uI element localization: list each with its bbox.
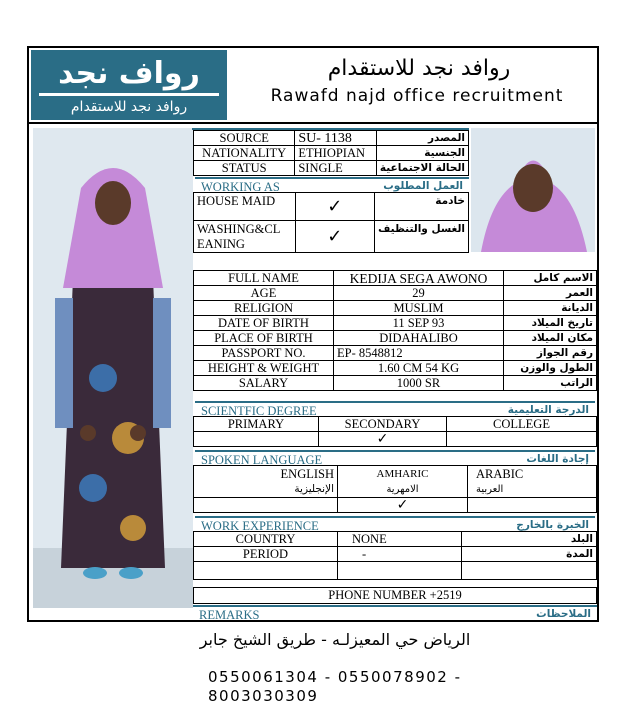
nationality-label: NATIONALITY — [194, 146, 295, 161]
portrait-photo — [471, 128, 595, 252]
remarks-title-ar: الملاحظات — [536, 608, 591, 620]
company-title-english: Rawafd najd office recruitment — [270, 86, 564, 106]
lang-english-en: ENGLISH — [280, 466, 334, 481]
table-row — [194, 361, 597, 376]
education-title-ar: الدرجة التعليمية — [507, 404, 589, 416]
lang-arabic-check — [468, 498, 597, 513]
education-table — [193, 416, 597, 447]
working-as-title: WORKING AS — [201, 180, 280, 194]
logo-divider — [39, 93, 219, 96]
table-row — [194, 131, 469, 146]
language-table — [193, 465, 597, 513]
status-label-ar: الحالة الاجتماعية — [376, 161, 468, 176]
height-weight-value: 1.60 CM 54 KG — [334, 361, 504, 376]
table-row — [194, 498, 597, 513]
table-row — [194, 376, 597, 391]
table-row — [194, 547, 597, 562]
table-row — [194, 432, 597, 447]
dob-label-ar: تاريخ الميلاد — [504, 316, 597, 331]
working-as-header — [195, 177, 469, 192]
working-as-title-ar: العمل المطلوب — [383, 180, 463, 192]
age-label: AGE — [194, 286, 334, 301]
full-name-label: FULL NAME — [194, 271, 334, 286]
cv-form — [27, 46, 599, 622]
phone-number: PHONE NUMBER +2519 — [194, 588, 597, 604]
contact-phones — [208, 668, 528, 706]
lang-amharic-en: AMHARIC — [376, 467, 429, 480]
personal-details-table — [193, 270, 597, 391]
job-house-maid-ar: خادمة — [375, 193, 469, 221]
experience-title-ar: الخبرة بالخارج — [516, 519, 589, 531]
lang-arabic — [468, 466, 597, 498]
age-value: 29 — [334, 286, 504, 301]
check-icon: ✓ — [338, 498, 468, 513]
language-title: SPOKEN LANGUAGE — [201, 453, 323, 467]
lang-amharic-ar: الامهرية — [386, 483, 419, 495]
language-header — [195, 450, 595, 465]
height-weight-label: HEIGHT & WEIGHT — [194, 361, 334, 376]
nationality-label-ar: الجنسية — [376, 146, 468, 161]
phone-table — [193, 587, 597, 604]
basic-info-table — [193, 130, 469, 176]
address: الرياض حي المعيزلـه - طريق الشيخ جابر — [199, 630, 471, 649]
edu-secondary: SECONDARY — [319, 417, 447, 432]
source-value: SU- 1138 — [295, 131, 377, 146]
religion-label: RELIGION — [194, 301, 334, 316]
table-row — [194, 316, 597, 331]
pob-label: PLACE OF BIRTH — [194, 331, 334, 346]
passport-label: PASSPORT NO. — [194, 346, 334, 361]
country-value: NONE — [338, 532, 462, 547]
job-washing-cleaning-ar: الغسل والتنظيف — [375, 221, 469, 253]
logo-tagline: روافد نجد للاستقدام — [70, 99, 188, 115]
edu-primary: PRIMARY — [194, 417, 319, 432]
table-row — [194, 271, 597, 286]
table-row — [194, 286, 597, 301]
height-weight-label-ar: الطول والوزن — [504, 361, 597, 376]
check-icon: ✓ — [319, 432, 447, 447]
lang-arabic-ar: العربية — [476, 483, 504, 495]
table-row — [194, 146, 469, 161]
pob-value: DIDAHALIBO — [334, 331, 504, 346]
source-label-ar: المصدر — [376, 131, 468, 146]
language-title-ar: إجادة اللغات — [526, 453, 589, 465]
salary-label-ar: الراتب — [504, 376, 597, 391]
full-name-label-ar: الاسم كامل — [504, 271, 597, 286]
edu-primary-check — [194, 432, 319, 447]
experience-table — [193, 531, 597, 580]
job-washing-cleaning: WASHING&CL EANING — [194, 221, 296, 253]
salary-label: SALARY — [194, 376, 334, 391]
job-house-maid: HOUSE MAID — [194, 193, 296, 221]
experience-title: WORK EXPERIENCE — [201, 519, 319, 533]
lang-english — [194, 466, 338, 498]
check-icon: ✓ — [295, 193, 375, 221]
empty-cell — [194, 562, 338, 580]
table-row — [194, 562, 597, 580]
remarks-title: REMARKS — [199, 608, 260, 622]
company-logo — [31, 50, 227, 120]
education-header — [195, 401, 595, 416]
phones-line-2: 8003030309 — [208, 687, 319, 705]
remarks-header — [193, 605, 597, 620]
table-row — [194, 466, 597, 498]
country-label: COUNTRY — [194, 532, 338, 547]
table-row — [194, 588, 597, 604]
table-row — [194, 221, 469, 253]
period-value: - — [338, 547, 462, 562]
phones-line-1: 0550061304 - 0550078902 - — [208, 668, 462, 686]
table-row — [194, 532, 597, 547]
full-name-value: KEDIJA SEGA AWONO — [334, 271, 504, 286]
edu-college-check — [447, 432, 597, 447]
country-label-ar: البلد — [462, 532, 597, 547]
header — [29, 48, 597, 124]
status-label: STATUS — [194, 161, 295, 176]
empty-cell — [462, 562, 597, 580]
pob-label-ar: مكان الميلاد — [504, 331, 597, 346]
nationality-value: ETHIOPIAN — [295, 146, 377, 161]
lang-english-ar: الإنجليزية — [294, 482, 334, 495]
table-row — [194, 331, 597, 346]
source-label: SOURCE — [194, 131, 295, 146]
period-label: PERIOD — [194, 547, 338, 562]
religion-label-ar: الديانة — [504, 301, 597, 316]
table-row — [194, 417, 597, 432]
dob-label: DATE OF BIRTH — [194, 316, 334, 331]
religion-value: MUSLIM — [334, 301, 504, 316]
experience-header — [195, 516, 595, 531]
table-row — [194, 301, 597, 316]
edu-college: COLLEGE — [447, 417, 597, 432]
passport-label-ar: رقم الجواز — [504, 346, 597, 361]
logo-wordmark: رواف نجد — [58, 56, 200, 91]
salary-value: 1000 SR — [334, 376, 504, 391]
table-row — [194, 346, 597, 361]
company-title-arabic: روافد نجد للاستقدام — [327, 56, 511, 81]
period-label-ar: المدة — [462, 547, 597, 562]
status-value: SINGLE — [295, 161, 377, 176]
empty-cell — [338, 562, 462, 580]
lang-arabic-en: ARABIC — [476, 466, 524, 481]
education-title: SCIENTFIC DEGREE — [201, 404, 317, 418]
lang-english-check — [194, 498, 338, 513]
passport-value: EP- 8548812 — [334, 346, 504, 361]
age-label-ar: العمر — [504, 286, 597, 301]
table-row — [194, 193, 469, 221]
dob-value: 11 SEP 93 — [334, 316, 504, 331]
working-as-table — [193, 192, 469, 253]
check-icon: ✓ — [295, 221, 375, 253]
full-body-photo — [33, 128, 193, 608]
table-row — [194, 161, 469, 176]
lang-amharic — [338, 466, 468, 498]
